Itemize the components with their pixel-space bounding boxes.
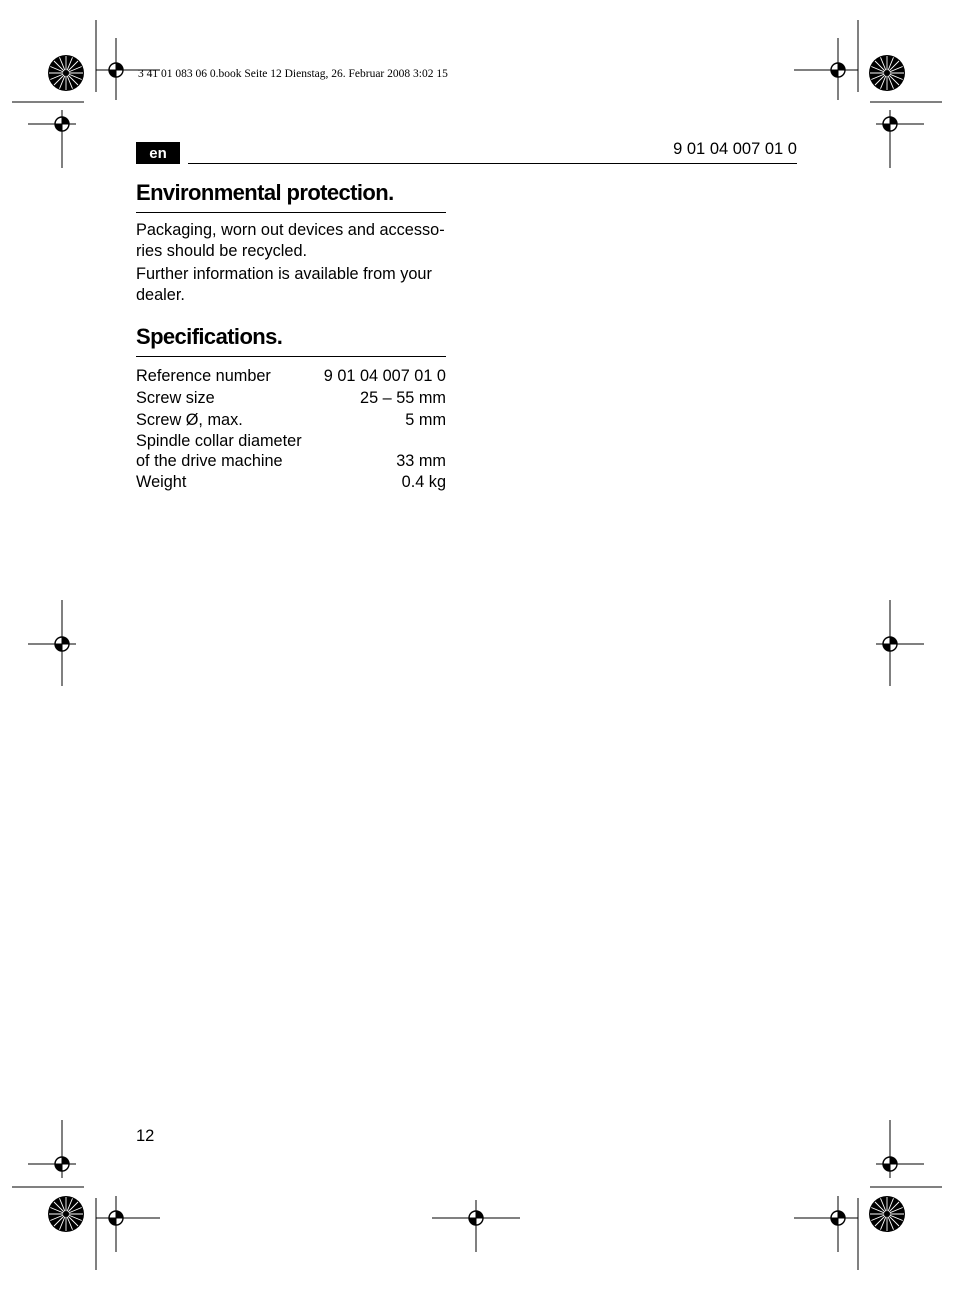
spec-label: of the drive machine bbox=[136, 452, 283, 470]
language-badge: en bbox=[136, 142, 180, 164]
spec-value: 33 mm bbox=[396, 452, 446, 470]
spec-value: 5 mm bbox=[405, 411, 446, 429]
environment-line: ries should be recycled. bbox=[136, 241, 308, 260]
environment-section bbox=[136, 180, 446, 206]
environment-body bbox=[136, 220, 446, 305]
specs-table bbox=[136, 365, 446, 493]
specs-title: Specifications. bbox=[136, 324, 283, 349]
spec-label: Screw size bbox=[136, 389, 215, 407]
spec-value: 25 – 55 mm bbox=[360, 389, 446, 407]
spec-value: 9 01 04 007 01 0 bbox=[323, 367, 446, 385]
spec-row bbox=[136, 471, 446, 493]
spec-label: Reference number bbox=[136, 367, 271, 385]
page-number: 12 bbox=[136, 1127, 155, 1145]
file-slug: 3 41 01 083 06 0.book Seite 12 Dienstag, 26. Februar 2008 3:02 15 bbox=[138, 68, 448, 80]
spec-row bbox=[136, 387, 446, 409]
spec-label: Weight bbox=[136, 473, 187, 491]
spec-value: 0.4 kg bbox=[401, 473, 446, 491]
environment-line: Further information is available from your bbox=[136, 265, 432, 283]
environment-title: Environmental protection. bbox=[136, 180, 394, 205]
specs-rule bbox=[136, 356, 446, 357]
header-rule bbox=[188, 163, 797, 164]
spec-row bbox=[136, 451, 446, 471]
spec-label: Screw Ø, max. bbox=[136, 411, 243, 429]
spec-label: Spindle collar diameter bbox=[136, 432, 302, 450]
environment-rule bbox=[136, 212, 446, 213]
spec-row bbox=[136, 431, 446, 451]
environment-line: dealer. bbox=[136, 285, 185, 304]
spec-row bbox=[136, 365, 446, 387]
header-reference: 9 01 04 007 01 0 bbox=[673, 140, 797, 158]
environment-line: Packaging, worn out devices and accesso- bbox=[136, 221, 445, 239]
spec-row bbox=[136, 409, 446, 431]
specs-section bbox=[136, 324, 446, 350]
